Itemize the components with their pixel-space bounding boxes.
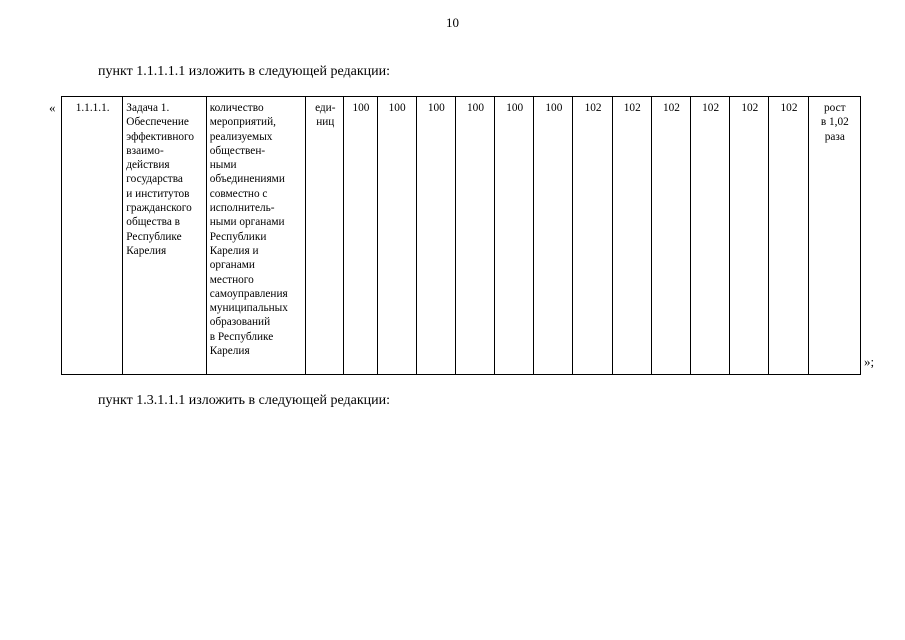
value-cell: 102 (691, 97, 730, 375)
value-cell: 102 (730, 97, 769, 375)
page-number: 10 (446, 15, 459, 30)
value-cell: 100 (344, 97, 377, 375)
value-cell: 100 (495, 97, 534, 375)
task-cell: Задача 1. Обеспечение эффективного взаимо- действия государства и институтов гражданского общества в Республике Карелия (123, 97, 206, 375)
paragraph-instruction-1: пункт 1.1.1.1.1 изложить в следующей редакции: (98, 64, 390, 79)
note-cell: рост в 1,02 раза (808, 97, 860, 375)
indicator-table (61, 96, 861, 375)
paragraph-instruction-2: пункт 1.3.1.1.1 изложить в следующей редакции: (98, 393, 390, 408)
opening-quote: « (49, 100, 56, 115)
value-cell: 100 (377, 97, 416, 375)
value-cell: 102 (651, 97, 690, 375)
value-cell: 102 (573, 97, 612, 375)
value-cell: 100 (455, 97, 494, 375)
value-cell: 102 (769, 97, 808, 375)
closing-quote: »; (864, 354, 875, 369)
value-cell: 100 (416, 97, 455, 375)
indicator-cell: количество мероприятий, реализуемых обществен- ными объединениями совместно с исполнитель- ными органами Республики Карелия и органами местного самоуправления муниципальных образований в Республике Карелия (206, 97, 305, 375)
unit-cell: еди- ниц (306, 97, 344, 375)
row-number-cell: 1.1.1.1. (62, 97, 123, 375)
value-cell: 100 (534, 97, 573, 375)
value-cell: 102 (612, 97, 651, 375)
table-row (62, 97, 861, 375)
